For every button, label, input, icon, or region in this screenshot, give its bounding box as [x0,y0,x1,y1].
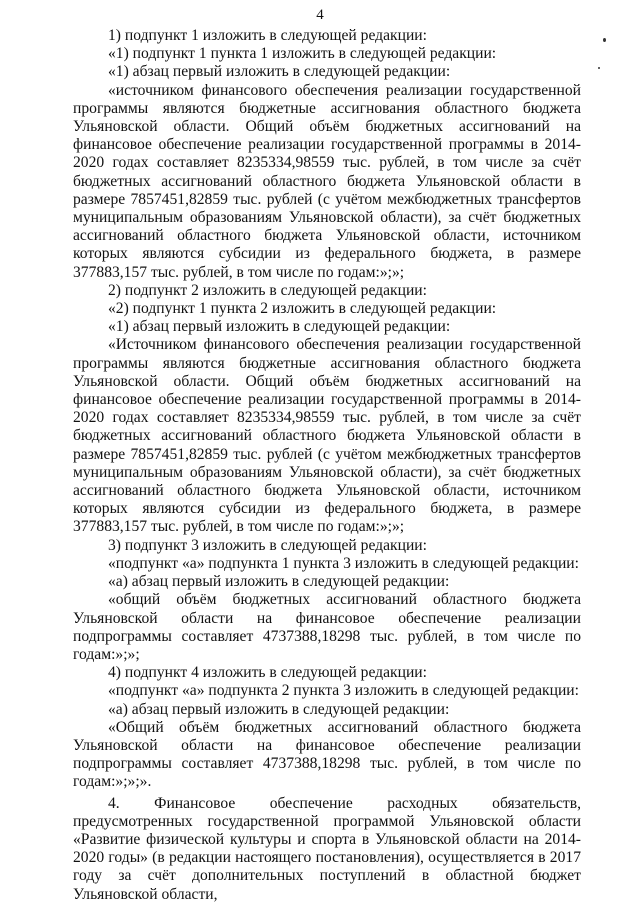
paragraph: «1) абзац первый изложить в следующей редакции: [108,63,451,81]
paragraph: «общий объём бюджетных ассигнований областного бюджета Ульяновской области на финансовое обеспечение реализации подпрограммы составляет 4737388,18298 тыс. рублей, в том числе по годам:»;»; [73,591,581,663]
scan-speck [603,38,606,42]
paragraph: 3) подпункт 3 изложить в следующей редакции: [108,536,427,554]
paragraph: «Источником финансового обеспечения реализации государственной программы являются бюджетные ассигнования областного бюджета Ульяновской области. Общий объём бюджетных ассигнований на финансовое обеспечение реализации государственной программы в 2014-2020 годах составляет 8235334,98559 тыс. рублей, в том числе за счёт бюджетных ассигнований областного бюджета Ульяновской области в размере 7857451,82859 тыс. рублей (с учётом межбюджетных трансфертов муниципальным образованиям Ульяновской области), за счёт бюджетных ассигнований областного бюджета Ульяновской области, источником которых являются субсидии из федерального бюджета, в размере 377883,157 тыс. рублей, в том числе по годам:»;»; [73,336,581,536]
paragraph: 4. Финансовое обеспечение расходных обязательств, предусмотренных государственной программой Ульяновской области «Развитие физической культуры и спорта в Ульяновской области на 2014-2020 годы» (в редакции настоящего постановления), осуществляется в 2017 году за счёт дополнительных поступлений в областной бюджет Ульяновской области, [73,794,581,903]
paragraph: «подпункт «а» подпункта 2 пункта 3 изложить в следующей редакции: [108,682,579,700]
paragraph: «а) абзац первый изложить в следующей редакции: [108,573,450,591]
paragraph: «подпункт «а» подпункта 1 пункта 3 изложить в следующей редакции: [108,554,579,572]
paragraph: «Общий объём бюджетных ассигнований областного бюджета Ульяновской области на финансовое обеспечение реализации подпрограммы составляет 4737388,18298 тыс. рублей, в том числе по годам:»;»;». [73,718,581,791]
paragraph: «1) абзац первый изложить в следующей редакции: [108,318,451,336]
paragraph: «2) подпункт 1 пункта 2 изложить в следующей редакции: [108,300,497,318]
paragraph: «а) абзац первый изложить в следующей редакции: [108,700,450,718]
scan-speck [598,67,600,69]
paragraph: 2) подпункт 2 изложить в следующей редакции: [108,281,427,299]
paragraph: «1) подпункт 1 пункта 1 изложить в следующей редакции: [108,45,497,63]
paragraph: 4) подпункт 4 изложить в следующей редакции: [108,664,427,682]
document-body [73,27,581,904]
paragraph: «источником финансового обеспечения реализации государственной программы являются бюджетные ассигнования областного бюджета Ульяновской области. Общий объём бюджетных ассигнований на финансовое обеспечение реализации государственной программы в 2014-2020 годах составляет 8235334,98559 тыс. рублей, в том числе за счёт бюджетных ассигнований областного бюджета Ульяновской области в размере 7857451,82859 тыс. рублей (с учётом межбюджетных трансфертов муниципальным образованиям Ульяновской области), за счёт бюджетных ассигнований областного бюджета Ульяновской области, источником которых являются субсидии из федерального бюджета, в размере 377883,157 тыс. рублей, в том числе по годам:»;»; [73,81,581,281]
page-number: 4 [316,7,324,23]
paragraph: 1) подпункт 1 изложить в следующей редакции: [108,27,427,44]
